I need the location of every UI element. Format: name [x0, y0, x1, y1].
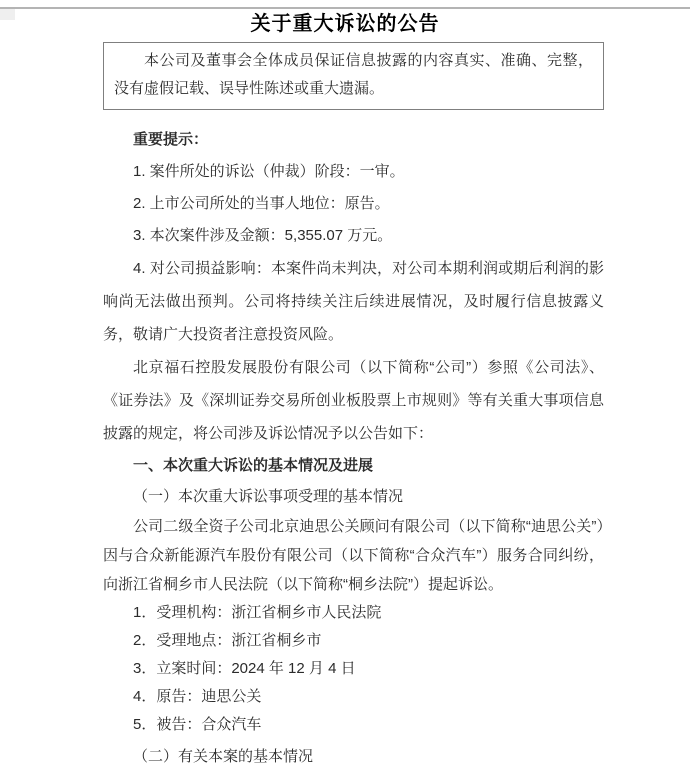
- top-border-line: [0, 7, 690, 9]
- section-1-heading: 一、本次重大诉讼的基本情况及进展: [133, 457, 374, 474]
- page-title: 关于重大诉讼的公告: [250, 13, 440, 35]
- case-item-location: 2．受理地点：浙江省桐乡市: [133, 632, 322, 649]
- notice-item-3: 3. 本次案件涉及金额：5,355.07 万元。: [133, 227, 393, 244]
- section-1-2-heading: （二）有关本案的基本情况: [133, 748, 314, 765]
- case-item-defendant: 5．被告：合众汽车: [133, 716, 262, 733]
- section-1-1-heading: （一）本次重大诉讼事项受理的基本情况: [133, 488, 404, 505]
- case-item-filing-date: 3．立案时间：2024 年 12 月 4 日: [133, 660, 356, 677]
- case-item-court: 1．受理机构：浙江省桐乡市人民法院: [133, 604, 382, 621]
- disclaimer-box: [103, 42, 604, 110]
- corner-artifact: [0, 9, 15, 20]
- important-notice-heading: 重要提示：: [133, 131, 209, 148]
- notice-item-1: 1. 案件所处的诉讼（仲裁）阶段：一审。: [133, 163, 405, 180]
- intro-paragraph: 北京福石控股发展股份有限公司（以下简称“公司”）参照《公司法》、《证券法》及《深圳证券交易所创业板股票上市规则》等有关重大事项信息披露的规定，将公司涉及诉讼情况予以公告如下：: [103, 359, 604, 442]
- case-item-plaintiff: 4．原告：迪思公关: [133, 688, 262, 705]
- announcement-body: [103, 42, 604, 771]
- notice-item-4: 4. 对公司损益影响：本案件尚未判决，对公司本期利润或期后利润的影响尚无法做出预判。公司将持续关注后续进展情况，及时履行信息披露义务，敬请广大投资者注意投资风险。: [103, 260, 604, 343]
- case-paragraph: 公司二级全资子公司北京迪思公关顾问有限公司（以下简称“迪思公关”）因与合众新能源汽车股份有限公司（以下简称“合众汽车”）服务合同纠纷，向浙江省桐乡市人民法院（以下简称“桐乡法院”）提起诉讼。: [103, 518, 604, 593]
- notice-item-2: 2. 上市公司所处的当事人地位：原告。: [133, 195, 390, 212]
- disclaimer-text: 本公司及董事会全体成员保证信息披露的内容真实、准确、完整，没有虚假记载、误导性陈述或重大遗漏。: [114, 52, 593, 97]
